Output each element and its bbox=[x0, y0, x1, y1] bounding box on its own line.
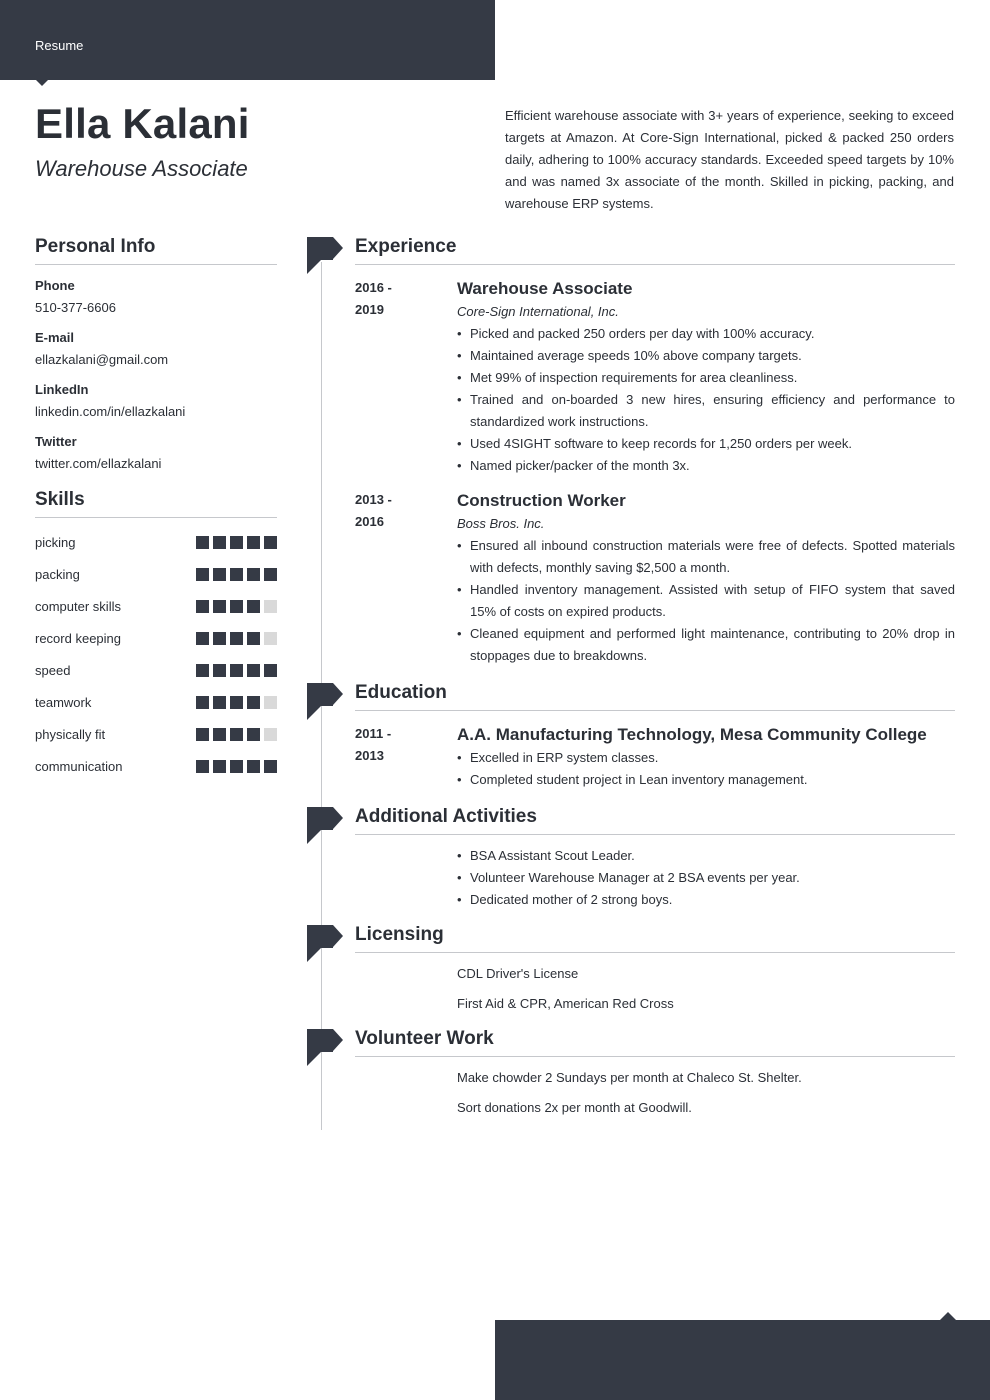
rating-square-filled bbox=[196, 696, 209, 709]
rating-square-filled bbox=[264, 760, 277, 773]
skills-list bbox=[35, 526, 277, 782]
rating-square-filled bbox=[247, 568, 260, 581]
info-value: linkedin.com/in/ellazkalani bbox=[35, 404, 186, 419]
skill-name: communication bbox=[35, 758, 123, 774]
date-end: 2019 bbox=[355, 302, 384, 317]
rating-square-empty bbox=[264, 600, 277, 613]
skill-name: record keeping bbox=[35, 630, 121, 646]
degree-title: A.A. Manufacturing Technology, Mesa Community College bbox=[457, 725, 927, 744]
bullet-item: • Handled inventory management. Assisted with setup of FIFO system that saved 15% of costs on expired products. bbox=[457, 579, 955, 623]
rating-square-filled bbox=[213, 696, 226, 709]
rating-square-filled bbox=[247, 760, 260, 773]
rating-square-filled bbox=[247, 536, 260, 549]
entry-date bbox=[355, 277, 457, 477]
bullet-item: • Met 99% of inspection requirements for area cleanliness. bbox=[457, 367, 955, 389]
header-notch bbox=[34, 78, 50, 86]
bullet-item: • Used 4SIGHT software to keep records for 1,250 orders per week. bbox=[457, 433, 955, 455]
footer-band bbox=[495, 1320, 990, 1400]
date-start: 2013 - bbox=[355, 492, 392, 507]
rating-square-filled bbox=[247, 600, 260, 613]
summary-text: Efficient warehouse associate with 3+ years of experience, seeking to exceed targets at Amazon. At Core-Sign International, picked & packed 250 orders daily, adhering to 100% accuracy standards. Exceeded speed targets by 10% and was named 3x associate of the month. Skilled in picking, packing, and warehouse ERP systems. bbox=[505, 108, 954, 211]
skill-rating bbox=[196, 664, 277, 677]
experience-entry bbox=[355, 277, 955, 477]
rating-square-filled bbox=[230, 728, 243, 741]
bullet-item: • Excelled in ERP system classes. bbox=[457, 747, 955, 769]
experience-entry bbox=[355, 489, 955, 667]
entry-body bbox=[457, 489, 955, 667]
rating-square-filled bbox=[196, 664, 209, 677]
skill-row bbox=[35, 590, 277, 622]
entry-bullets bbox=[457, 747, 955, 791]
bullet-item: • Dedicated mother of 2 strong boys. bbox=[457, 889, 955, 911]
info-label: Twitter bbox=[35, 434, 77, 449]
rating-square-filled bbox=[230, 568, 243, 581]
rating-square-filled bbox=[196, 536, 209, 549]
skill-rating bbox=[196, 600, 277, 613]
rating-square-filled bbox=[230, 632, 243, 645]
resume-label: Resume bbox=[35, 38, 84, 53]
volunteer-section bbox=[355, 1028, 955, 1127]
rating-square-empty bbox=[264, 632, 277, 645]
entry-date bbox=[355, 723, 457, 791]
rating-square-filled bbox=[264, 568, 277, 581]
candidate-title: Warehouse Associate bbox=[35, 156, 248, 181]
experience-section bbox=[355, 236, 955, 667]
volunteer-list bbox=[457, 1067, 955, 1119]
date-end: 2016 bbox=[355, 514, 384, 529]
skills-heading: Skills bbox=[35, 489, 277, 518]
bullet-item: • Trained and on-boarded 3 new hires, ensuring efficiency and performance to standardized work instructions. bbox=[457, 389, 955, 433]
section-marker-icon bbox=[307, 237, 343, 274]
entry-body bbox=[457, 277, 955, 477]
rating-square-filled bbox=[247, 728, 260, 741]
rating-square-filled bbox=[230, 696, 243, 709]
info-phone bbox=[35, 275, 277, 319]
info-value: 510-377-6606 bbox=[35, 300, 116, 315]
rating-square-filled bbox=[213, 568, 226, 581]
rating-square-filled bbox=[230, 760, 243, 773]
skill-name: picking bbox=[35, 534, 76, 550]
education-section bbox=[355, 682, 955, 791]
section-marker-icon bbox=[307, 683, 343, 720]
rating-square-filled bbox=[247, 696, 260, 709]
bullet-item: • Picked and packed 250 orders per day with 100% accuracy. bbox=[457, 323, 955, 345]
personal-info-heading: Personal Info bbox=[35, 236, 277, 265]
rating-square-filled bbox=[247, 632, 260, 645]
skill-row bbox=[35, 526, 277, 558]
volunteer-heading: Volunteer Work bbox=[355, 1028, 955, 1057]
skill-name: computer skills bbox=[35, 598, 121, 614]
education-entry bbox=[355, 723, 955, 791]
license-item: First Aid & CPR, American Red Cross bbox=[457, 996, 674, 1011]
volunteer-item: Sort donations 2x per month at Goodwill. bbox=[457, 1100, 692, 1115]
licensing-list bbox=[457, 963, 955, 1015]
skill-row bbox=[35, 718, 277, 750]
rating-square-empty bbox=[264, 728, 277, 741]
bullet-item: • Volunteer Warehouse Manager at 2 BSA events per year. bbox=[457, 867, 955, 889]
skill-name: speed bbox=[35, 662, 71, 678]
info-value: twitter.com/ellazkalani bbox=[35, 456, 162, 471]
rating-square-filled bbox=[196, 760, 209, 773]
skill-rating bbox=[196, 760, 277, 773]
education-heading: Education bbox=[355, 682, 955, 711]
license-item: CDL Driver's License bbox=[457, 966, 579, 981]
rating-square-filled bbox=[230, 600, 243, 613]
bullet-item: • Named picker/packer of the month 3x. bbox=[457, 455, 955, 477]
skill-name: teamwork bbox=[35, 694, 92, 710]
rating-square-empty bbox=[264, 696, 277, 709]
entry-bullets bbox=[457, 535, 955, 667]
left-column bbox=[35, 236, 277, 782]
section-marker-icon bbox=[307, 925, 343, 962]
info-value: ellazkalani@gmail.com bbox=[35, 352, 169, 367]
info-linkedin bbox=[35, 379, 277, 423]
rating-square-filled bbox=[213, 600, 226, 613]
skill-row bbox=[35, 558, 277, 590]
date-start: 2011 - bbox=[355, 726, 392, 741]
rating-square-filled bbox=[213, 536, 226, 549]
entry-company: Core-Sign International, Inc. bbox=[457, 304, 619, 319]
rating-square-filled bbox=[196, 600, 209, 613]
activities-heading: Additional Activities bbox=[355, 806, 955, 835]
skill-name: physically fit bbox=[35, 726, 106, 742]
rating-square-filled bbox=[247, 664, 260, 677]
rating-square-filled bbox=[213, 664, 226, 677]
section-marker-icon bbox=[307, 1029, 343, 1066]
date-start: 2016 - bbox=[355, 280, 392, 295]
entry-company: Boss Bros. Inc. bbox=[457, 516, 545, 531]
skill-rating bbox=[196, 568, 277, 581]
date-end: 2013 bbox=[355, 748, 384, 763]
rating-square-filled bbox=[230, 664, 243, 677]
info-twitter bbox=[35, 431, 277, 475]
skill-row bbox=[35, 686, 277, 718]
candidate-name: Ella Kalani bbox=[35, 100, 250, 147]
rating-square-filled bbox=[196, 632, 209, 645]
experience-heading: Experience bbox=[355, 236, 955, 265]
personal-info-list bbox=[35, 275, 277, 475]
skill-name: packing bbox=[35, 566, 80, 582]
bullet-item: • Maintained average speeds 10% above company targets. bbox=[457, 345, 955, 367]
activities-section bbox=[355, 806, 955, 911]
bullet-item: • Cleaned equipment and performed light maintenance, contributing to 20% drop in stoppages due to breakdowns. bbox=[457, 623, 955, 667]
info-label: Phone bbox=[35, 278, 75, 293]
skill-rating bbox=[196, 632, 277, 645]
bullet-item: • Ensured all inbound construction materials were free of defects. Spotted materials with defects, monthly saving $2,500 a month. bbox=[457, 535, 955, 579]
skill-rating bbox=[196, 728, 277, 741]
entry-date bbox=[355, 489, 457, 667]
footer-notch bbox=[940, 1312, 956, 1320]
info-label: LinkedIn bbox=[35, 382, 89, 397]
entry-body bbox=[457, 723, 955, 791]
info-label: E-mail bbox=[35, 330, 75, 345]
bullet-item: • Completed student project in Lean inventory management. bbox=[457, 769, 955, 791]
entry-role: Warehouse Associate bbox=[457, 279, 633, 298]
rating-square-filled bbox=[196, 728, 209, 741]
rating-square-filled bbox=[213, 760, 226, 773]
skill-rating bbox=[196, 696, 277, 709]
rating-square-filled bbox=[230, 536, 243, 549]
rating-square-filled bbox=[196, 568, 209, 581]
header-band bbox=[0, 0, 495, 80]
skill-row bbox=[35, 654, 277, 686]
skill-row bbox=[35, 750, 277, 782]
bullet-item: • BSA Assistant Scout Leader. bbox=[457, 845, 955, 867]
licensing-section bbox=[355, 924, 955, 1023]
rating-square-filled bbox=[264, 664, 277, 677]
volunteer-item: Make chowder 2 Sundays per month at Chaleco St. Shelter. bbox=[457, 1070, 802, 1085]
skill-row bbox=[35, 622, 277, 654]
activities-bullets bbox=[457, 845, 955, 911]
licensing-heading: Licensing bbox=[355, 924, 955, 953]
entry-bullets bbox=[457, 323, 955, 477]
entry-role: Construction Worker bbox=[457, 491, 626, 510]
rating-square-filled bbox=[264, 536, 277, 549]
rating-square-filled bbox=[213, 632, 226, 645]
info-email bbox=[35, 327, 277, 371]
section-marker-icon bbox=[307, 807, 343, 844]
skill-rating bbox=[196, 536, 277, 549]
rating-square-filled bbox=[213, 728, 226, 741]
